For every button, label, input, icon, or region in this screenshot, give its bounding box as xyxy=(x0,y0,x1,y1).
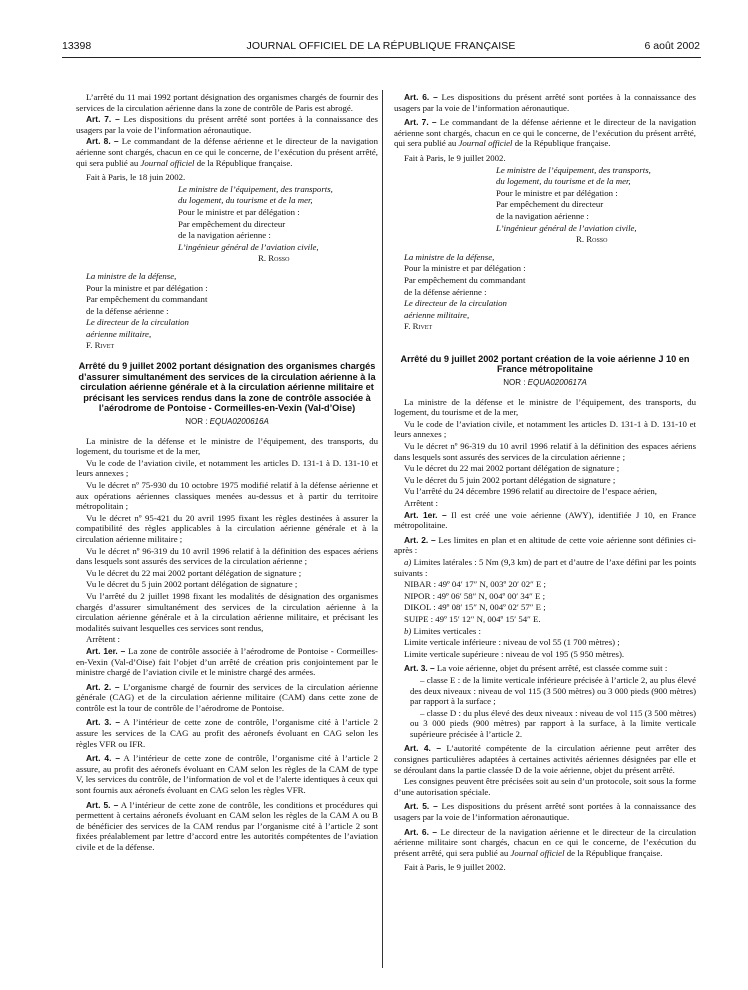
fait-a-paris: Fait à Paris, le 9 juillet 2002. xyxy=(404,152,506,163)
waypoint: SUIPE : 49º 15′ 12″ N, 004º 15′ 54″ E. xyxy=(404,613,541,624)
page-number: 13398 xyxy=(62,40,92,52)
article-3: Art. 3. – A l’intérieur de cette zone de contrôle, l’organisme cité à l’article 2 assure les services de la CAG au profit des aéronefs évoluant en CAG selon les règles VFR ou IFR. xyxy=(76,717,378,749)
article-1: Art. 1er. – Il est créé une voie aérienne (AWY), identifiée J 10, en France métropolitaine. xyxy=(394,509,696,531)
article-5: Art. 5. – A l’intérieur de cette zone de contrôle, les conditions et procédures qui permettent à certains aéronefs évoluant en CAM selon les règles de la CAM A ou B de bénéficier des services de la CAM rendus par l’organisme cité à l’article 2 sont fixées préalablement par lettre d’accord entre les autorités compétentes de l’aviation civile et de la défense. xyxy=(76,799,378,852)
visa: Vu le décret nº 75-930 du 10 octobre 1975 modifié relatif à la défense aérienne et aux opérations aériennes classiques menées au-dessus et à partir du territoire métropolitain ; xyxy=(76,480,378,512)
article-5: Art. 5. – Les dispositions du présent arrêté sont portées à la connaissance des usagers par la voie de l’information aéronautique. xyxy=(394,801,696,823)
article-8: Art. 8. – Le commandant de la défense aérienne et le directeur de la navigation aérienne sont chargés, chacun en ce qui le concerne, de l’exécution du présent arrêté, qui sera publié au Journal officiel de la République française. xyxy=(76,136,378,168)
visa: La ministre de la défense et le ministre de l’équipement, des transports, du logement, du tourisme et de la mer, xyxy=(76,435,378,457)
journal-title: JOURNAL OFFICIEL DE LA RÉPUBLIQUE FRANÇAISE xyxy=(246,40,516,52)
fait-a-paris: Fait à Paris, le 18 juin 2002. xyxy=(86,172,186,183)
visa: Vu le décret du 22 mai 2002 portant délégation de signature ; xyxy=(86,567,302,578)
visa: Vu le code de l’aviation civile, et notamment les articles D. 131-1 à D. 131-10 et leurs annexes ; xyxy=(394,418,696,440)
waypoint: DIKOL : 49º 08′ 15″ N, 004º 02′ 57″ E ; xyxy=(404,602,546,613)
visa: Vu le décret nº 96-319 du 10 avril 1996 relatif à la définition des espaces aériens dans lesquels sont assurés des services de la circulation aérienne ; xyxy=(394,441,696,462)
nor-reference: NOR : EQUA0200616A xyxy=(185,417,269,427)
vertical-limits: b) Limites verticales : xyxy=(404,625,481,636)
signature-equipement: Le ministre de l’équipement, des transports, du logement, du tourisme et de la mer, Pour le ministre et par délégation : Par empêchement du directeur de la navigation aérienne : L’ingénieur général de l’aviation civile, R. Rosso xyxy=(178,183,333,264)
paragraph: Les consignes peuvent être précisées soit au sein d’un protocole, soit sous la forme d’une autorisation spéciale. xyxy=(394,776,696,797)
class-e-item: – classe E : de la limite verticale inférieure précisée à l’article 2, au plus élevé des deux niveaux : niveau de vol 115 (3 500 mètres) ou 3 000 pieds (900 mètres) par rapport à la surface ; xyxy=(410,674,696,707)
article-7: Art. 7. – Le commandant de la défense aérienne et le directeur de la navigation aérienne sont chargés, chacun en ce qui le concerne, de l’exécution du présent arrêté, qui sera publié au Journal officiel de la République française. xyxy=(394,117,696,149)
article-6: Art. 6. – Le directeur de la navigation aérienne et le directeur de la circulation aérienne militaire sont chargés, chacun en ce qui le concerne, de l’exécution du présent arrêté, qui sera publié au Journal officiel de la République française. xyxy=(394,826,696,858)
visa: Vu le décret nº 95-421 du 20 avril 1995 fixant les règles destinées à assurer la compatibilité des règles applicables à la circulation aérienne générale et à la circulation aérienne militaire ; xyxy=(76,512,378,544)
article-6: Art. 6. – Les dispositions du présent arrêté sont portées à la connaissance des usagers par la voie de l’information aéronautique. xyxy=(394,92,696,113)
article-2: Art. 2. – Les limites en plan et en altitude de cette voie aérienne sont définies ci-après : xyxy=(394,534,696,556)
arretent: Arrêtent : xyxy=(404,498,438,508)
visa: Vu le code de l’aviation civile, et notamment les articles D. 131-1 à D. 131-10 et leurs annexes ; xyxy=(76,457,378,479)
class-d-item: – classe D : du plus élevé des deux niveaux : niveau de vol 115 (3 500 mètres) ou 3 000 pieds (900 mètres) par rapport à la surface, à la limite verticale supérieure précisée à l’article 2. xyxy=(410,707,696,739)
left-column xyxy=(76,92,378,854)
visa: Vu le décret du 22 mai 2002 portant délégation de signature ; xyxy=(404,463,620,474)
signature-equipement: Le ministre de l’équipement, des transports, du logement, du tourisme et de la mer, Pour le ministre et par délégation : Par empêchement du directeur de la navigation aérienne : L’ingénieur général de l’aviation civile, R. Rosso xyxy=(496,164,651,245)
header-rule xyxy=(62,57,701,58)
visa: Vu le décret du 5 juin 2002 portant délégation de signature ; xyxy=(404,474,616,485)
article-4: Art. 4. – A l’intérieur de cette zone de contrôle, l’organisme cité à l’article 2 assure, au profit des aéronefs évoluant en CAM selon les règles de la CAM de type V, les services du contrôle, de l’information de vol et de l’alerte identiques à ceux qui sont fournis aux aéronefs évoluant en CAG selon les règles VFR. xyxy=(76,753,378,796)
visa: Vu le décret du 5 juin 2002 portant délégation de signature ; xyxy=(86,579,298,590)
article-2: Art. 2. – L’organisme chargé de fournir des services de la circulation aérienne générale (CAG) et de la circulation aérienne militaire (CAM) dans cette zone de contrôle est la tour de contrôle de l’aérodrome de Pontoise. xyxy=(76,681,378,713)
column-divider xyxy=(382,90,383,968)
visa: Vu le décret nº 96-319 du 10 avril 1996 relatif à la définition des espaces aériens dans lesquels sont assurés des services de la circulation aérienne ; xyxy=(76,545,378,567)
nor-reference: NOR : EQUA0200617A xyxy=(503,378,587,388)
decree-title: Arrêté du 9 juillet 2002 portant désignation des organismes chargés d’assurer simultanément des services de la circulation aérienne à la circulation aérienne générale et à la circulation aérienne militaire et précisant les services rendus dans la zone de contrôle associée à l’aérodrome de Pontoise - Cormeilles-en-Vexin (Val-d’Oise) xyxy=(78,361,376,414)
article-7: Art. 7. – Les dispositions du présent arrêté sont portées à la connaissance des usagers par la voie de l’information aéronautique. xyxy=(76,114,378,135)
upper-limit: Limite verticale supérieure : niveau de vol 195 (5 950 mètres). xyxy=(404,648,625,659)
visa: La ministre de la défense et le ministre de l’équipement, des transports, du logement, du tourisme et de la mer, xyxy=(394,396,696,418)
arretent: Arrêtent : xyxy=(86,634,120,645)
article-4: Art. 4. – L’autorité compétente de la circulation aérienne peut arrêter des consignes particulières adaptées à certaines activités aériennes désignées par elle et se déroulant dans la partie classée D de la voie aérienne, objet du présent arrêté. xyxy=(394,743,696,775)
article-1: Art. 1er. – La zone de contrôle associée à l’aérodrome de Pontoise - Cormeilles-en-Vexin (Val-d’Oise) fait l’objet d’un arrêté de création pris conjointement par le ministre chargé de l’aviation civile et le ministre chargé des armées. xyxy=(76,645,378,678)
fait-a-paris: Fait à Paris, le 9 juillet 2002. xyxy=(404,862,506,873)
issue-date: 6 août 2002 xyxy=(644,40,700,52)
waypoint: NIPOR : 49º 06′ 58″ N, 004º 00′ 34″ E ; xyxy=(404,590,546,601)
signature-defense: La ministre de la défense, Pour la ministre et par délégation : Par empêchement du commandant de la défense aérienne : Le directeur de la circulation aérienne militaire, F. Rivet xyxy=(404,251,526,332)
visa: Vu l’arrêté du 2 juillet 1998 fixant les modalités de désignation des organismes chargés d’assurer simultanément des services de la circulation aérienne à la circulation aérienne générale et à la circulation aérienne militaire, et précisant les modalités suivant lesquelles ces services sont rendus, xyxy=(76,590,378,633)
lower-limit: Limite verticale inférieure : niveau de vol 55 (1 700 mètres) ; xyxy=(404,637,620,648)
lateral-limits: a) Limites latérales : 5 Nm (9,3 km) de part et d’autre de l’axe défini par les points suivants : xyxy=(394,556,696,578)
decree-title: Arrêté du 9 juillet 2002 portant création de la voie aérienne J 10 en France métropolitaine xyxy=(400,353,690,375)
paragraph: L’arrêté du 11 mai 1992 portant désignation des organismes chargés de fournir des services de la circulation aérienne dans la zone de contrôle de Paris est abrogé. xyxy=(76,92,378,113)
page-header xyxy=(62,40,700,54)
signature-defense: La ministre de la défense, Pour la ministre et par délégation : Par empêchement du commandant de la défense aérienne : Le directeur de la circulation aérienne militaire, F. Rivet xyxy=(86,270,208,351)
right-column xyxy=(394,92,696,874)
visa: Vu l’arrêté du 24 décembre 1996 relatif au directoire de l’espace aérien, xyxy=(404,486,657,497)
article-3: Art. 3. – La voie aérienne, objet du présent arrêté, est classée comme suit : xyxy=(404,663,668,674)
waypoint: NIBAR : 49º 04′ 17″ N, 003º 20′ 02″ E ; xyxy=(404,579,546,590)
